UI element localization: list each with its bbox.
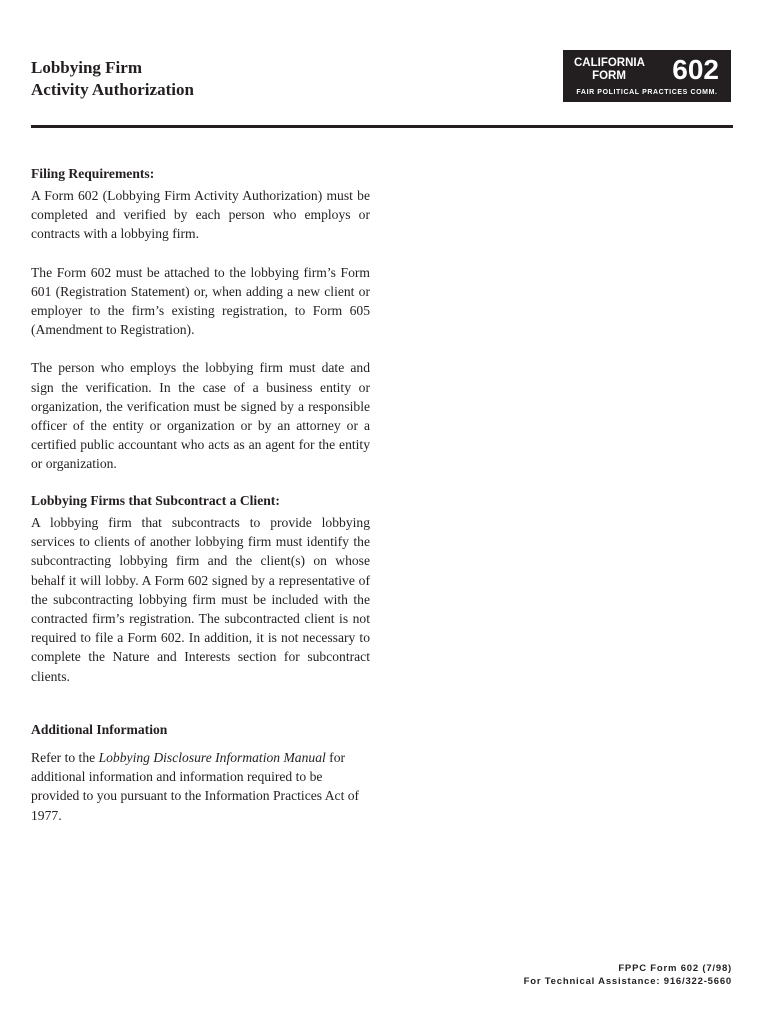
badge-form-number: 602	[672, 54, 719, 85]
badge-agency: FAIR POLITICAL PRACTICES COMM.	[576, 89, 718, 96]
header-divider	[31, 125, 733, 128]
filing-paragraph-3: The person who employs the lobbying firm must date and sign the verification. In the case of a business entity or organization, the verification must be signed by a responsible officer of the entity or organization or by an attorney or a certified public accountant who acts as an agent for the entity or organization.	[31, 360, 370, 472]
subcontract-section	[31, 491, 370, 705]
manual-title: Lobbying Disclosure Information Manual	[98, 750, 326, 765]
title-line-1: Lobbying Firm	[31, 58, 142, 77]
document-title	[31, 57, 194, 101]
form-badge	[563, 50, 731, 102]
additional-text-before: Refer to the	[31, 750, 99, 765]
additional-information-section	[31, 720, 370, 844]
filing-paragraph-1: A Form 602 (Lobbying Firm Activity Authorization) must be completed and verified by each person who employs or contracts with a lobbying firm.	[31, 188, 370, 242]
footer-technical-assistance: For Technical Assistance: 916/322-5660	[523, 976, 732, 987]
footer-form-id: FPPC Form 602 (7/98)	[618, 963, 732, 974]
filing-paragraph-2: The Form 602 must be attached to the lobbying firm’s Form 601 (Registration Statement) or, when adding a new client or employer to the firm’s existing registration, to Form 605 (Amendment to Registration).	[31, 264, 370, 338]
additional-information-heading: Additional Information	[31, 722, 168, 737]
additional-text-after: for additional information and information required to be provided to you pursuant to the Information Practices Act of 1977.	[31, 750, 360, 823]
badge-form-word: FORM	[592, 70, 626, 82]
badge-state: CALIFORNIA	[574, 57, 645, 69]
page-footer	[524, 962, 732, 988]
additional-paragraph	[31, 748, 370, 825]
filing-requirements-section	[31, 164, 370, 493]
subcontract-heading: Lobbying Firms that Subcontract a Client:	[31, 493, 280, 508]
subcontract-paragraph: A lobbying firm that subcontracts to provide lobbying services to clients of another lobbying firm must identify the subcontracting lobbying firm and the client(s) on whose behalf it will lobby. A Form 602 signed by a representative of the subcontracting lobbying firm must be included with the contracted firm’s registration. The subcontracted client is not required to file a Form 602. In addition, it is not necessary to complete the Nature and Interests section for subcontract clients.	[31, 515, 370, 684]
title-line-2: Activity Authorization	[31, 80, 194, 99]
filing-requirements-heading: Filing Requirements:	[31, 166, 155, 181]
